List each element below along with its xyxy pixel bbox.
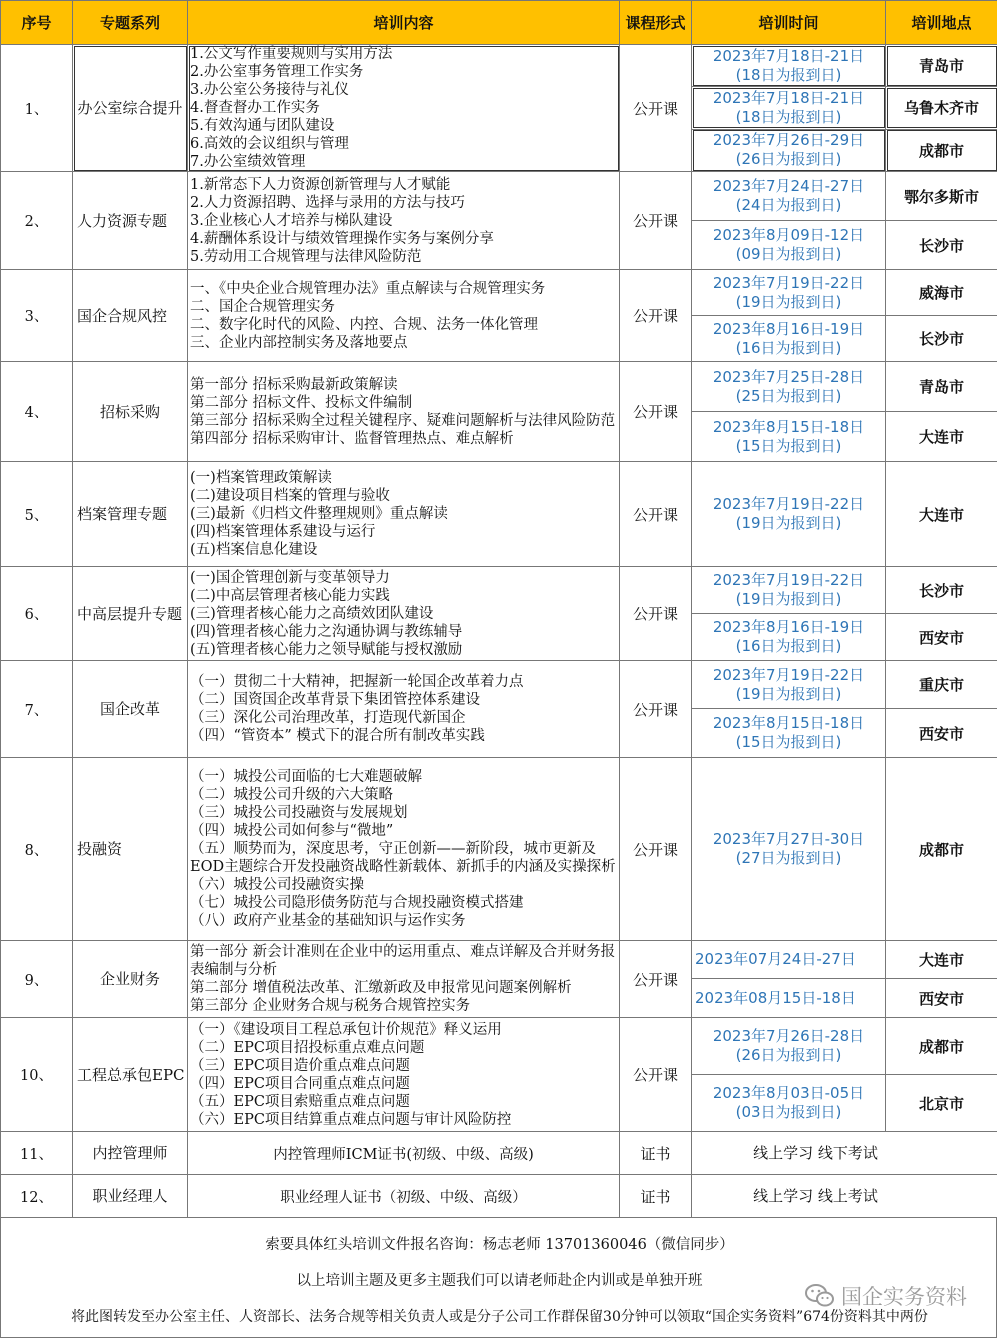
content-line: (四)档案管理体系建设与运行 <box>190 524 376 540</box>
session-time <box>692 316 886 362</box>
share-line: 将此图转发至办公室主任、人资部长、法务合规等相关负责人或是分子公司工作群保留30分钟可以领取“国企实务资料”674份资料其中两份 <box>71 1309 928 1325</box>
row-topic: 档案管理专题 <box>73 462 188 567</box>
session-date: 2023年7月19日-22日 <box>712 665 865 684</box>
table-row <box>1 462 997 567</box>
session-time <box>692 87 886 129</box>
watermark <box>805 1281 967 1311</box>
session-note: (15日为报到日) <box>735 733 842 751</box>
row-seq: 8、 <box>1 758 73 941</box>
row-topic: 企业财务 <box>73 941 188 1018</box>
row-content <box>188 758 620 941</box>
row-topic: 中高层提升专题 <box>73 567 188 661</box>
session-time <box>692 129 886 171</box>
row-format: 公开课 <box>620 270 692 362</box>
row-seq: 9、 <box>1 941 73 1018</box>
row-time: 线上学习 线下考试 <box>692 1132 997 1175</box>
row-format: 公开课 <box>620 1018 692 1132</box>
content-line: 第一部分 招标采购最新政策解读 <box>190 376 398 393</box>
session-date: 2023年8月16日-19日 <box>712 319 865 338</box>
row-format: 公开课 <box>620 172 692 270</box>
table-row <box>1 172 997 221</box>
session-place: 长沙市 <box>886 316 997 362</box>
row-seq: 6、 <box>1 567 73 661</box>
session-time <box>692 270 886 316</box>
row-topic: 人力资源专题 <box>73 172 188 270</box>
content-line: 2.人力资源招聘、选择与录用的方法与技巧 <box>190 194 465 211</box>
row-format: 公开课 <box>620 462 692 567</box>
session-note: (19日为报到日) <box>735 590 842 608</box>
watermark-text: 国企实务资料 <box>841 1285 967 1309</box>
content-line: 第二部分 招标文件、投标文件编制 <box>190 394 413 411</box>
content-line: （四）城投公司如何参与“微地” <box>190 823 394 839</box>
session-place: 威海市 <box>886 270 997 316</box>
content-line: 4.督查督办工作实务 <box>190 100 320 116</box>
content-line: 4.薪酬体系设计与绩效管理操作实务与案例分享 <box>190 230 494 247</box>
row-topic: 招标采购 <box>73 362 188 462</box>
session-place: 青岛市 <box>886 362 997 412</box>
session-note: (26日为报到日) <box>735 150 842 169</box>
content-line: （五）EPC项目索赔重点难点问题 <box>190 1093 410 1110</box>
content-line: 3.企业核心人才培养与梯队建设 <box>190 212 393 229</box>
session-date: 2023年7月19日-22日 <box>712 495 865 513</box>
session-date: 2023年7月27日-30日 <box>712 830 865 848</box>
content-line: 二、数字化时代的风险、内控、合规、法务一体化管理 <box>190 316 538 333</box>
session-date: 2023年7月18日-21日 <box>712 46 865 65</box>
session-date: 2023年8月16日-19日 <box>712 618 865 636</box>
session-place: 大连市 <box>886 941 997 979</box>
row-topic: 办公室综合提升 <box>73 45 188 172</box>
session-date: 2023年8月03日-05日 <box>712 1084 865 1102</box>
contact-line: 索要具体红头培训文件报名咨询：杨志老师 13701360046（微信同步） <box>265 1237 734 1253</box>
table-row <box>1 941 997 979</box>
content-line: (五)档案信息化建设 <box>190 542 318 558</box>
session-place: 青岛市 <box>886 45 997 87</box>
content-line: (二)建设项目档案的管理与验收 <box>190 488 390 504</box>
session-time <box>692 362 886 412</box>
session-note: (09日为报到日) <box>735 245 842 263</box>
content-line: (二)中高层管理者核心能力实践 <box>190 587 390 604</box>
row-seq: 5、 <box>1 462 73 567</box>
table-row <box>1 362 997 412</box>
session-note: (15日为报到日) <box>735 436 842 455</box>
table-row <box>1 45 997 87</box>
content-line: （二）城投公司升级的六大策略 <box>190 787 393 803</box>
row-topic: 国企改革 <box>73 661 188 758</box>
session-note: (25日为报到日) <box>735 386 842 405</box>
row-format: 公开课 <box>620 758 692 941</box>
row-format: 证书 <box>620 1175 692 1218</box>
row-topic: 工程总承包EPC <box>73 1018 188 1132</box>
session-date: 2023年7月26日-29日 <box>712 131 865 150</box>
table-row <box>1 567 997 614</box>
header-place: 培训地点 <box>886 1 997 45</box>
session-note: (18日为报到日) <box>735 65 842 84</box>
table-row <box>1 270 997 316</box>
content-line: 2.办公室事务管理工作实务 <box>190 64 364 80</box>
row-content <box>188 172 620 270</box>
session-time <box>692 1018 886 1075</box>
session-date: 2023年7月19日-22日 <box>712 571 865 589</box>
content-line: (一)国企管理创新与变革领导力 <box>190 569 390 586</box>
session-date: 2023年7月25日-28日 <box>712 367 865 386</box>
session-note: (16日为报到日) <box>735 637 842 655</box>
row-topic: 职业经理人 <box>73 1175 188 1218</box>
session-note: (27日为报到日) <box>735 849 842 867</box>
session-note: (18日为报到日) <box>735 107 842 126</box>
session-date: 2023年08月15日-18日 <box>695 988 856 1007</box>
header-time: 培训时间 <box>692 1 886 45</box>
row-seq: 12、 <box>1 1175 73 1218</box>
content-line: 1.新常态下人力资源创新管理与人才赋能 <box>190 176 451 193</box>
row-seq: 4、 <box>1 362 73 462</box>
row-format: 公开课 <box>620 567 692 661</box>
header-seq: 序号 <box>1 1 73 45</box>
session-time <box>692 221 886 270</box>
content-line: （五）顺势而为，深度思考，守正创新——新阶段，城市更新及EOD主题综合开发投融资战略性新载体、新抓手的内涵及实操探析 <box>190 841 616 875</box>
row-seq: 2、 <box>1 172 73 270</box>
content-line: （一）《建设项目工程总承包计价规范》释义运用 <box>190 1021 502 1038</box>
session-place: 北京市 <box>886 1075 997 1132</box>
session-place: 长沙市 <box>886 567 997 614</box>
session-note: (19日为报到日) <box>735 684 842 703</box>
row-content: 内控管理师ICM证书(初级、中级、高级) <box>188 1132 620 1175</box>
content-line: （四）“管资本” 模式下的混合所有制改革实践 <box>190 728 485 744</box>
content-line: 三、企业内部控制实务及落地要点 <box>190 334 408 351</box>
session-place: 成都市 <box>886 129 997 171</box>
session-note: (03日为报到日) <box>735 1103 842 1121</box>
content-line: （三）城投公司投融资与发展规划 <box>190 805 408 821</box>
header-row <box>1 1 997 45</box>
session-place: 重庆市 <box>886 661 997 709</box>
row-content <box>188 45 620 172</box>
header-format: 课程形式 <box>620 1 692 45</box>
session-time <box>692 661 886 709</box>
content-line: 第一部分 新会计准则在企业中的运用重点、难点详解及合并财务报表编制与分析 <box>190 944 616 978</box>
row-topic: 投融资 <box>73 758 188 941</box>
session-place: 大连市 <box>886 412 997 462</box>
content-line: (四)管理者核心能力之沟通协调与教练辅导 <box>190 623 463 640</box>
content-line: 5.劳动用工合规管理与法律风险防范 <box>190 248 422 265</box>
table-row <box>1 1018 997 1075</box>
row-format: 公开课 <box>620 362 692 462</box>
session-time <box>692 462 886 567</box>
content-line: (三)管理者核心能力之高绩效团队建设 <box>190 605 434 622</box>
session-date: 2023年7月24日-27日 <box>712 177 865 195</box>
row-content: 职业经理人证书（初级、中级、高级） <box>188 1175 620 1218</box>
session-time <box>692 614 886 661</box>
content-line: 一、《中央企业合规管理办法》重点解读与合规管理实务 <box>190 280 546 297</box>
session-date: 2023年8月09日-12日 <box>712 226 865 244</box>
content-line: （一）贯彻二十大精神，把握新一轮国企改革着力点 <box>190 674 524 690</box>
session-time <box>692 567 886 614</box>
content-line: 第三部分 招标采购全过程关键程序、疑难问题解析与法律风险防范 <box>190 412 616 429</box>
row-content <box>188 362 620 462</box>
session-time <box>692 758 886 941</box>
session-date: 2023年7月26日-28日 <box>712 1027 865 1045</box>
session-time <box>692 709 886 758</box>
content-line: （二）国资国企改革背景下集团管控体系建设 <box>190 692 480 708</box>
content-line: (五)管理者核心能力之领导赋能与授权激励 <box>190 641 463 658</box>
table-row <box>1 1175 997 1218</box>
session-date: 2023年7月19日-22日 <box>712 273 865 292</box>
content-line: （三）EPC项目造价重点难点问题 <box>190 1057 410 1074</box>
session-place: 西安市 <box>886 979 997 1018</box>
session-date: 2023年8月15日-18日 <box>712 417 865 436</box>
content-line: （六）城投公司投融资实操 <box>190 877 364 893</box>
content-line: 5.有效沟通与团队建设 <box>190 118 335 134</box>
row-content <box>188 941 620 1018</box>
session-note: (26日为报到日) <box>735 1046 842 1064</box>
content-line: （七）城投公司隐形债务防范与合规投融资模式搭建 <box>190 895 524 911</box>
header-content: 培训内容 <box>188 1 620 45</box>
row-content <box>188 1018 620 1132</box>
row-seq: 3、 <box>1 270 73 362</box>
session-note: (16日为报到日) <box>735 338 842 357</box>
session-place: 乌鲁木齐市 <box>886 87 997 129</box>
row-content <box>188 462 620 567</box>
session-time <box>692 172 886 221</box>
session-place: 成都市 <box>886 1018 997 1075</box>
row-time: 线上学习 线上考试 <box>692 1175 997 1218</box>
session-note: (19日为报到日) <box>735 292 842 311</box>
content-line: 1.公文写作重要规则与实用方法 <box>190 46 393 62</box>
row-seq: 1、 <box>1 45 73 172</box>
session-place: 成都市 <box>886 758 997 941</box>
content-line: 二、国企合规管理实务 <box>190 298 335 315</box>
content-line: 6.高效的会议组织与管理 <box>190 136 349 152</box>
content-line: （八）政府产业基金的基础知识与运作实务 <box>190 913 466 929</box>
content-line: 3.办公室公务接待与礼仪 <box>190 82 349 98</box>
content-line: 第三部分 企业财务合规与税务合规管控实务 <box>190 998 471 1014</box>
content-line: 7.办公室绩效管理 <box>190 154 306 170</box>
session-note: (24日为报到日) <box>735 196 842 214</box>
row-format: 公开课 <box>620 941 692 1018</box>
wechat-icon <box>805 1283 835 1309</box>
row-seq: 7、 <box>1 661 73 758</box>
content-line: （四）EPC项目合同重点难点问题 <box>190 1075 410 1092</box>
session-time <box>692 1075 886 1132</box>
row-content <box>188 567 620 661</box>
session-time <box>692 979 886 1018</box>
content-line: （一）城投公司面临的七大难题破解 <box>190 769 422 785</box>
footer <box>0 1218 997 1338</box>
session-place: 长沙市 <box>886 221 997 270</box>
content-line: (一)档案管理政策解读 <box>190 470 332 486</box>
row-topic: 国企合规风控 <box>73 270 188 362</box>
content-line: 第二部分 增值税法改革、汇缴新政及申报常见问题案例解析 <box>190 980 572 996</box>
content-line: （六）EPC项目结算重点难点问题与审计风险防控 <box>190 1111 512 1128</box>
row-content <box>188 661 620 758</box>
session-place: 鄂尔多斯市 <box>886 172 997 221</box>
table-row <box>1 758 997 941</box>
row-format: 公开课 <box>620 45 692 172</box>
session-date: 2023年7月18日-21日 <box>712 88 865 107</box>
content-line: （二）EPC项目招投标重点难点问题 <box>190 1039 425 1056</box>
inhouse-line: 以上培训主题及更多主题我们可以请老师赴企内训或是单独开班 <box>296 1273 703 1289</box>
session-date: 2023年07月24日-27日 <box>695 950 856 968</box>
session-time <box>692 941 886 979</box>
table-row <box>1 1132 997 1175</box>
row-seq: 10、 <box>1 1018 73 1132</box>
session-date: 2023年8月15日-18日 <box>712 714 865 732</box>
session-note: (19日为报到日) <box>735 514 842 532</box>
session-place: 西安市 <box>886 709 997 758</box>
content-line: （三）深化公司治理改革，打造现代新国企 <box>190 710 466 726</box>
row-seq: 11、 <box>1 1132 73 1175</box>
row-topic: 内控管理师 <box>73 1132 188 1175</box>
row-format: 公开课 <box>620 661 692 758</box>
row-format: 证书 <box>620 1132 692 1175</box>
session-place: 大连市 <box>886 462 997 567</box>
session-time <box>692 45 886 87</box>
content-line: 第四部分 招标采购审计、监督管理热点、难点解析 <box>190 430 514 447</box>
session-time <box>692 412 886 462</box>
header-topic: 专题系列 <box>73 1 188 45</box>
row-content <box>188 270 620 362</box>
content-line: (三)最新《归档文件整理规则》重点解读 <box>190 506 448 522</box>
session-place: 西安市 <box>886 614 997 661</box>
table-row <box>1 661 997 709</box>
